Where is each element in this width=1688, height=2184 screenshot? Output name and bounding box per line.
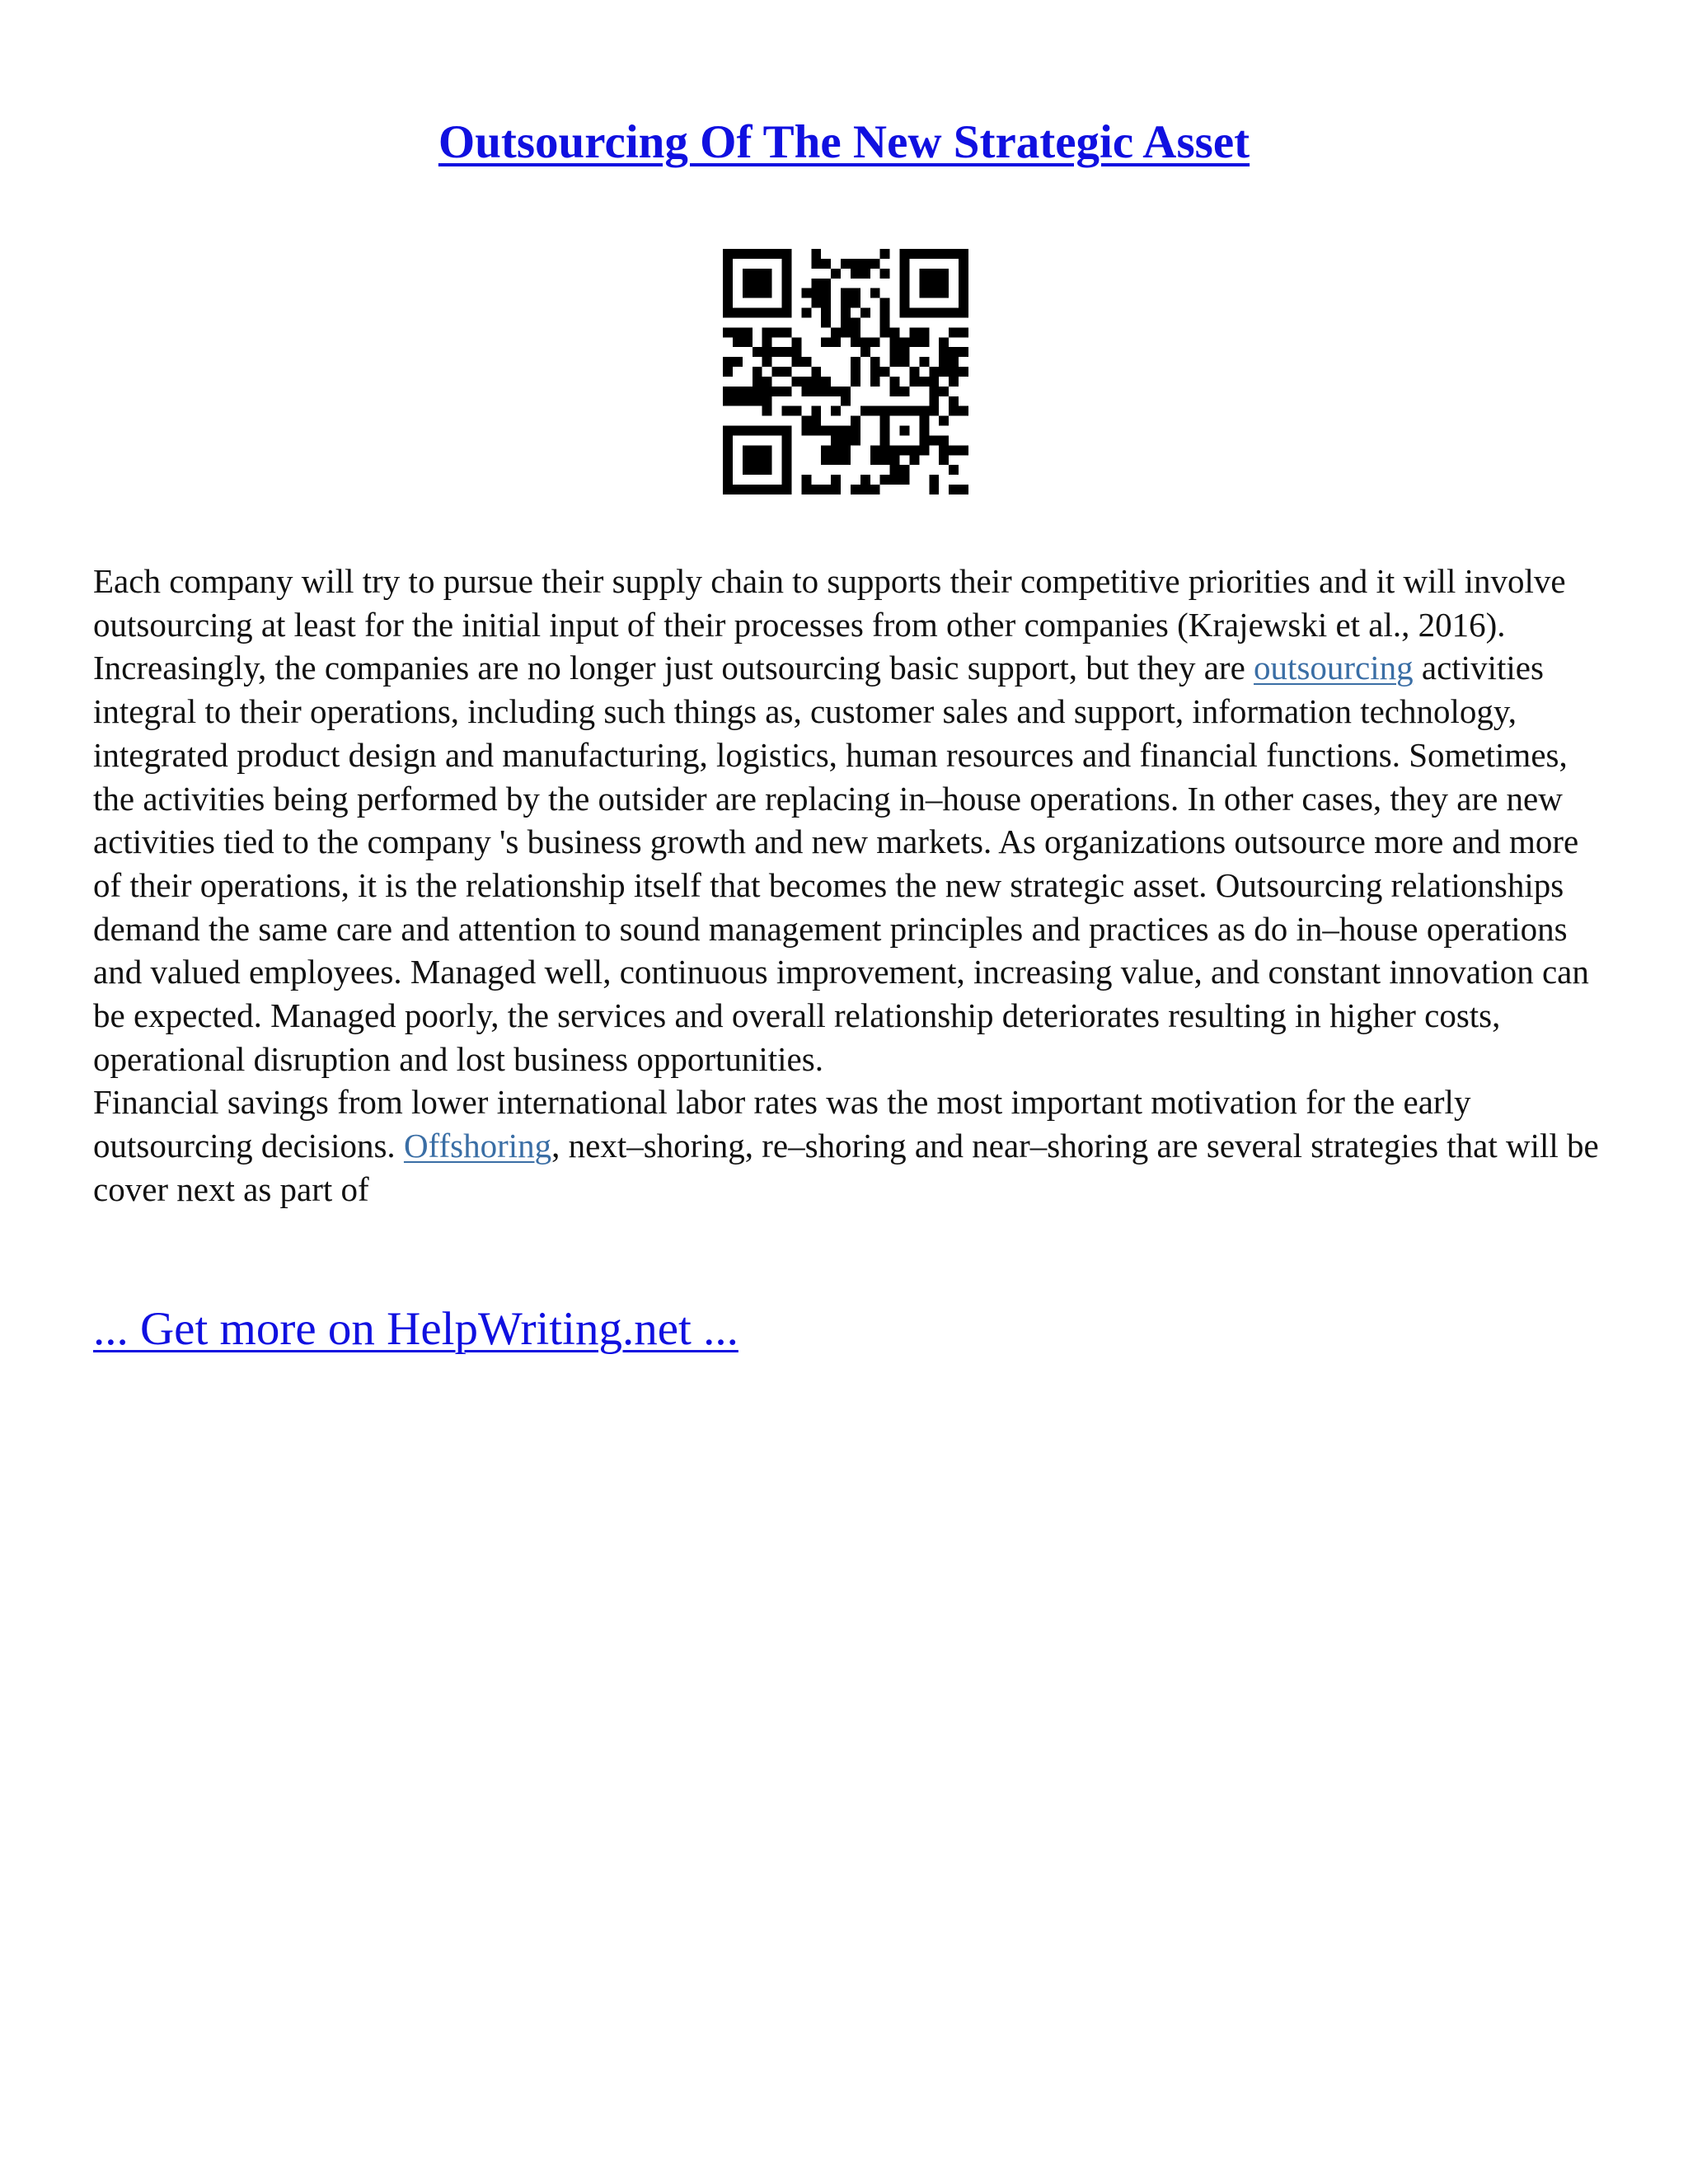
outsourcing-link[interactable]: outsourcing — [1254, 649, 1414, 687]
article-body — [93, 560, 1610, 1212]
paragraph-2 — [93, 1080, 1610, 1211]
more-link-line — [93, 1301, 738, 1358]
get-more-link[interactable]: ... Get more on HelpWriting.net ... — [93, 1303, 738, 1355]
paragraph-1-text-a: Each company will try to pursue their supply chain to supports their competitive priorities and it will involve outsourcing at least for the initial input of their processes from other companies (Krajewski et al., 2016). Increasingly, the companies are no longer just outsourcing basic support, but they are — [93, 562, 1566, 687]
qr-code-image — [723, 249, 968, 494]
offshoring-link[interactable]: Offshoring — [403, 1127, 552, 1165]
paragraph-2-text-a: Financial savings from lower international labor rates was the most important motivation for the early outsourcing decisions. — [93, 1083, 1471, 1165]
document-title — [0, 114, 1688, 171]
paragraph-1 — [93, 560, 1610, 1080]
title-link[interactable]: Outsourcing Of The New Strategic Asset — [438, 116, 1250, 168]
paragraph-2-text-b: , next–shoring, re–shoring and near–shoring are several strategies that will be cover next as part of — [93, 1127, 1599, 1208]
paragraph-1-text-b: activities integral to their operations, including such things as, customer sales and support, information technology, integrated product design and manufacturing, logistics, human resources and financial functions. Sometimes, the activities being performed by the outsider are replacing in–house operations. In other cases, they are new activities tied to the company 's business growth and new markets. As organizations outsource more and more of their operations, it is the relationship itself that becomes the new strategic asset. Outsourcing relationships demand the same care and attention to sound management principles and practices as do in–house operations and valued employees. Managed well, continuous improvement, increasing value, and constant innovation can be expected. Managed poorly, the services and overall relationship deteriorates resulting in higher costs, operational disruption and lost business opportunities. — [93, 649, 1589, 1078]
